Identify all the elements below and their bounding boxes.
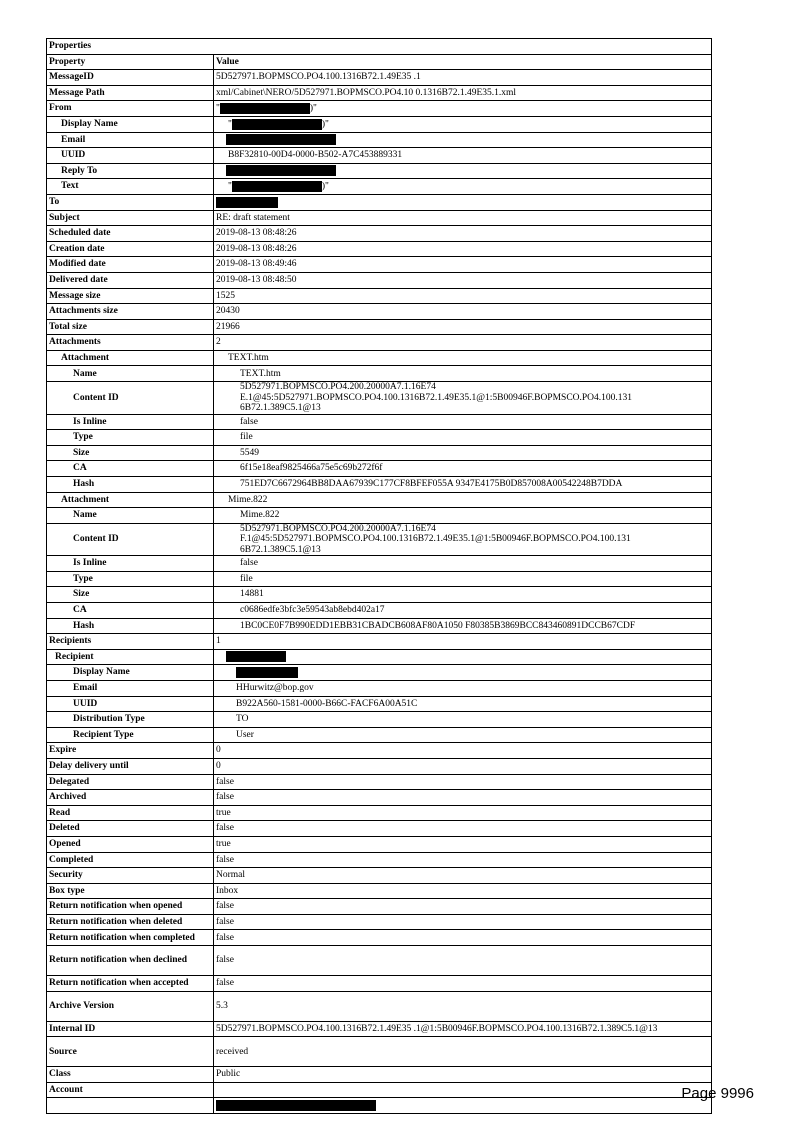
property-value: HHurwitz@bop.gov — [214, 680, 712, 696]
property-name — [47, 1098, 214, 1114]
property-value: 0 — [214, 743, 712, 759]
property-value: TEXT.htm — [214, 366, 712, 382]
table-row — [47, 476, 712, 492]
property-value — [214, 1098, 712, 1114]
property-name: Completed — [47, 852, 214, 868]
table-row — [47, 649, 712, 665]
table-row — [47, 852, 712, 868]
property-value: 6f15e18eaf9825466a75e5c69b272f6f — [214, 461, 712, 477]
column-header-value: Value — [214, 54, 712, 70]
redaction-bar — [226, 134, 336, 145]
table-header-row — [47, 54, 712, 70]
table-row — [47, 179, 712, 195]
table-row — [47, 445, 712, 461]
table-row — [47, 868, 712, 884]
table-row — [47, 366, 712, 382]
property-value: file — [214, 571, 712, 587]
table-row — [47, 696, 712, 712]
table-row — [47, 241, 712, 257]
property-value: B922A560-1581-0000-B66C-FACF6A00A51C — [214, 696, 712, 712]
property-name: Attachments — [47, 335, 214, 351]
table-row — [47, 194, 712, 210]
redaction-bar — [216, 197, 278, 208]
table-row — [47, 430, 712, 446]
property-value: Normal — [214, 868, 712, 884]
property-value: file — [214, 430, 712, 446]
property-name: Message Path — [47, 85, 214, 101]
table-row — [47, 883, 712, 899]
property-name: Reply To — [47, 163, 214, 179]
property-value: xml/Cabinet\NERO/5D527971.BOPMSCO.PO4.10 0.1316B72.1.49E35.1.xml — [214, 85, 712, 101]
property-name: Hash — [47, 618, 214, 634]
property-value: 2019-08-13 08:48:26 — [214, 241, 712, 257]
property-name: UUID — [47, 696, 214, 712]
property-name: UUID — [47, 148, 214, 164]
property-value: 2019-08-13 08:48:50 — [214, 272, 712, 288]
property-value: false — [214, 852, 712, 868]
property-value — [214, 194, 712, 210]
property-name: Content ID — [47, 523, 214, 556]
property-name: Return notification when deleted — [47, 914, 214, 930]
property-value — [214, 649, 712, 665]
table-row — [47, 508, 712, 524]
table-row — [47, 319, 712, 335]
column-header-property: Property — [47, 54, 214, 70]
redaction-bar — [226, 651, 286, 662]
property-value: User — [214, 727, 712, 743]
property-name: Delay delivery until — [47, 758, 214, 774]
property-name: Delivered date — [47, 272, 214, 288]
properties-table — [46, 38, 712, 1114]
property-name: Subject — [47, 210, 214, 226]
property-name: Attachments size — [47, 304, 214, 320]
property-name: Return notification when declined — [47, 946, 214, 976]
property-name: Modified date — [47, 257, 214, 273]
property-value — [214, 1082, 712, 1098]
table-row — [47, 774, 712, 790]
property-name: CA — [47, 461, 214, 477]
table-row — [47, 304, 712, 320]
table-row — [47, 571, 712, 587]
property-name: Class — [47, 1067, 214, 1083]
property-value: RE: draft statement — [214, 210, 712, 226]
value-suffix: )" — [309, 103, 317, 114]
table-row — [47, 461, 712, 477]
property-value: 2019-08-13 08:49:46 — [214, 257, 712, 273]
table-row — [47, 101, 712, 117]
table-title: Properties — [47, 39, 712, 55]
property-value: 5D527971.BOPMSCO.PO4.200.20000A7.1.16E74 E.1@45:5D527971.BOPMSCO.PO4.100.1316B72.1.49E35.1@1:5B00946F.BOPMSCO.PO4.100.131 6B72.1.389C5.1@13 — [214, 382, 712, 415]
redaction-bar — [226, 165, 336, 176]
property-name: Type — [47, 571, 214, 587]
property-value: 2019-08-13 08:48:26 — [214, 226, 712, 242]
property-value: false — [214, 774, 712, 790]
table-row — [47, 350, 712, 366]
redaction-bar — [220, 103, 310, 114]
table-row — [47, 1037, 712, 1067]
property-name: Creation date — [47, 241, 214, 257]
table-row — [47, 946, 712, 976]
property-value — [214, 116, 712, 132]
property-name: Box type — [47, 883, 214, 899]
property-value: 1525 — [214, 288, 712, 304]
property-name: Archive Version — [47, 991, 214, 1021]
table-row — [47, 665, 712, 681]
property-value: false — [214, 914, 712, 930]
table-row — [47, 743, 712, 759]
table-row — [47, 492, 712, 508]
table-row — [47, 226, 712, 242]
table-row — [47, 1098, 712, 1114]
property-name: Scheduled date — [47, 226, 214, 242]
property-value: false — [214, 946, 712, 976]
table-row — [47, 930, 712, 946]
property-value: c0686edfe3bfc3e59543ab8ebd402a17 — [214, 603, 712, 619]
property-name: Is Inline — [47, 414, 214, 430]
property-value: 14881 — [214, 587, 712, 603]
property-name: Name — [47, 366, 214, 382]
property-value: Mime.822 — [214, 508, 712, 524]
property-name: Email — [47, 680, 214, 696]
property-value: Mime.822 — [214, 492, 712, 508]
property-name: Attachment — [47, 350, 214, 366]
property-value: false — [214, 790, 712, 806]
property-name: Display Name — [47, 116, 214, 132]
property-value: 5D527971.BOPMSCO.PO4.200.20000A7.1.16E74 F.1@45:5D527971.BOPMSCO.PO4.100.1316B72.1.49E35.1@1:5B00946F.BOPMSCO.PO4.100.131 6B72.1.389C5.1@13 — [214, 523, 712, 556]
value-prefix: " — [228, 119, 232, 130]
property-name: MessageID — [47, 70, 214, 86]
property-name: Security — [47, 868, 214, 884]
property-value: B8F32810-00D4-0000-B502-A7C453889331 — [214, 148, 712, 164]
redaction-bar — [216, 1100, 376, 1111]
property-name: To — [47, 194, 214, 210]
property-value: false — [214, 899, 712, 915]
property-value: false — [214, 414, 712, 430]
table-row — [47, 257, 712, 273]
table-row — [47, 680, 712, 696]
table-row — [47, 587, 712, 603]
table-row — [47, 70, 712, 86]
table-row — [47, 414, 712, 430]
property-value: 1 — [214, 634, 712, 650]
property-name: Internal ID — [47, 1021, 214, 1037]
table-row — [47, 634, 712, 650]
property-name: Archived — [47, 790, 214, 806]
table-row — [47, 712, 712, 728]
table-row — [47, 85, 712, 101]
property-value — [214, 101, 712, 117]
property-name: Recipient Type — [47, 727, 214, 743]
property-value: false — [214, 976, 712, 992]
table-row — [47, 1021, 712, 1037]
property-name: From — [47, 101, 214, 117]
property-value: TO — [214, 712, 712, 728]
value-prefix: " — [228, 181, 232, 192]
property-value — [214, 179, 712, 195]
property-value: 5549 — [214, 445, 712, 461]
table-row — [47, 821, 712, 837]
property-value: 1BC0CE0F7B990EDD1EBB31CBADCB608AF80A1050 F80385B3869BCC843460891DCCB67CDF — [214, 618, 712, 634]
table-row — [47, 836, 712, 852]
table-row — [47, 210, 712, 226]
table-row — [47, 335, 712, 351]
value-prefix: " — [216, 103, 220, 114]
table-row — [47, 132, 712, 148]
property-name: Is Inline — [47, 556, 214, 572]
table-row — [47, 899, 712, 915]
property-value: true — [214, 836, 712, 852]
table-row — [47, 148, 712, 164]
property-value — [214, 163, 712, 179]
property-name: Return notification when completed — [47, 930, 214, 946]
property-value: false — [214, 556, 712, 572]
table-row — [47, 603, 712, 619]
table-row — [47, 272, 712, 288]
property-name: Hash — [47, 476, 214, 492]
table-row — [47, 288, 712, 304]
table-title-row — [47, 39, 712, 55]
property-value — [214, 132, 712, 148]
property-name: Read — [47, 805, 214, 821]
table-row — [47, 805, 712, 821]
property-name: Opened — [47, 836, 214, 852]
table-row — [47, 618, 712, 634]
table-row — [47, 758, 712, 774]
table-row — [47, 116, 712, 132]
property-name: Delegated — [47, 774, 214, 790]
table-row — [47, 382, 712, 415]
property-value: 751ED7C6672964BB8DAA67939C177CF8BFEF055A 9347E4175B0D857008A00542248B7DDA — [214, 476, 712, 492]
property-name: Account — [47, 1082, 214, 1098]
property-name: Return notification when accepted — [47, 976, 214, 992]
property-name: Message size — [47, 288, 214, 304]
redaction-bar — [236, 667, 298, 678]
property-name: Recipient — [47, 649, 214, 665]
table-row — [47, 790, 712, 806]
property-value — [214, 665, 712, 681]
redaction-bar — [232, 181, 322, 192]
table-row — [47, 976, 712, 992]
value-suffix: )" — [321, 119, 329, 130]
property-value: true — [214, 805, 712, 821]
property-name: Content ID — [47, 382, 214, 415]
property-value: 5D527971.BOPMSCO.PO4.100.1316B72.1.49E35 .1 — [214, 70, 712, 86]
value-suffix: )" — [321, 181, 329, 192]
table-row — [47, 991, 712, 1021]
property-name: Email — [47, 132, 214, 148]
property-value: Public — [214, 1067, 712, 1083]
table-row — [47, 1082, 712, 1098]
table-row — [47, 523, 712, 556]
property-value: 5D527971.BOPMSCO.PO4.100.1316B72.1.49E35 .1@1:5B00946F.BOPMSCO.PO4.100.1316B72.1.389C5.1@13 — [214, 1021, 712, 1037]
table-row — [47, 727, 712, 743]
property-value: Inbox — [214, 883, 712, 899]
property-value: 20430 — [214, 304, 712, 320]
table-row — [47, 914, 712, 930]
property-name: Display Name — [47, 665, 214, 681]
property-name: Total size — [47, 319, 214, 335]
property-name: Attachment — [47, 492, 214, 508]
property-value: 5.3 — [214, 991, 712, 1021]
property-name: Size — [47, 445, 214, 461]
property-name: Expire — [47, 743, 214, 759]
property-name: Type — [47, 430, 214, 446]
property-value: 21966 — [214, 319, 712, 335]
redaction-bar — [232, 119, 322, 130]
page-number: Page 9996 — [681, 1085, 754, 1102]
property-value: 2 — [214, 335, 712, 351]
property-name: Source — [47, 1037, 214, 1067]
property-name: Return notification when opened — [47, 899, 214, 915]
property-name: Name — [47, 508, 214, 524]
property-value: false — [214, 821, 712, 837]
property-value: received — [214, 1037, 712, 1067]
table-row — [47, 556, 712, 572]
property-value: false — [214, 930, 712, 946]
property-name: Distribution Type — [47, 712, 214, 728]
property-value: TEXT.htm — [214, 350, 712, 366]
property-name: Size — [47, 587, 214, 603]
property-name: Recipients — [47, 634, 214, 650]
table-row — [47, 163, 712, 179]
property-value: 0 — [214, 758, 712, 774]
property-name: Text — [47, 179, 214, 195]
property-name: Deleted — [47, 821, 214, 837]
property-name: CA — [47, 603, 214, 619]
table-row — [47, 1067, 712, 1083]
